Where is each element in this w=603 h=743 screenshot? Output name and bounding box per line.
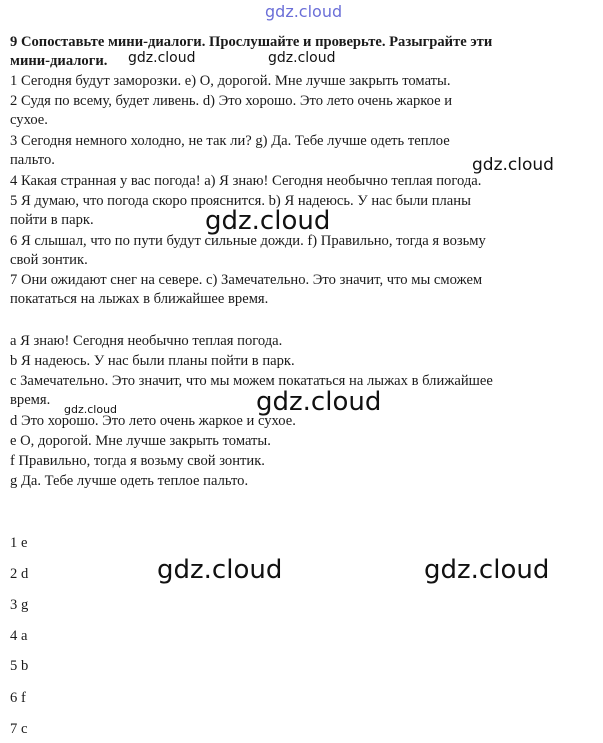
response-item: f Правильно, тогда я возьму свой зонтик. [10, 453, 265, 469]
dialogue-line: 3 Сегодня немного холодно, не так ли? g) Да. Тебе лучше одеть теплое [10, 133, 450, 149]
dialogue-line: 4 Какая странная у вас погода! a) Я знаю! Сегодня необычно теплая погода. [10, 173, 482, 189]
response-item: b Я надеюсь. У нас были планы пойти в парк. [10, 353, 295, 369]
watermark: gdz.cloud [268, 50, 336, 66]
watermark: gdz.cloud [205, 206, 331, 236]
watermark: gdz.cloud [424, 555, 550, 585]
watermark: gdz.cloud [256, 387, 382, 417]
answer-item: 4 a [10, 628, 28, 644]
dialogue-line: свой зонтик. [10, 252, 88, 268]
response-item: c Замечательно. Это значит, что мы можем покататься на лыжах в ближайшее [10, 373, 493, 389]
answer-item: 6 f [10, 690, 26, 706]
watermark: gdz.cloud [64, 403, 118, 416]
response-item: a Я знаю! Сегодня необычно теплая погода. [10, 333, 283, 349]
dialogue-line: 1 Сегодня будут заморозки. e) О, дорогой. Мне лучше закрыть томаты. [10, 73, 451, 89]
dialogue-line: покататься на лыжах в ближайшее время. [10, 291, 269, 307]
dialogue-line: 2 Судя по всему, будет ливень. d) Это хорошо. Это лето очень жаркое и [10, 93, 453, 109]
response-item: время. [10, 392, 51, 408]
dialogue-line: пальто. [10, 152, 55, 168]
task-title-cont: мини-диалоги. [10, 53, 108, 69]
watermark: gdz.cloud [128, 50, 196, 66]
response-item: e О, дорогой. Мне лучше закрыть томаты. [10, 433, 271, 449]
dialogue-line: 7 Они ожидают снег на севере. c) Замечательно. Это значит, что мы сможем [10, 272, 483, 288]
answer-item: 5 b [10, 658, 29, 674]
watermark: gdz.cloud [472, 155, 554, 175]
dialogue-line: 5 Я думаю, что погода скоро прояснится. b) Я надеюсь. У нас были планы [10, 193, 471, 209]
task-title: 9 Сопоставьте мини-диалоги. Прослушайте и проверьте. Разыграйте эти [10, 34, 493, 50]
response-item: d Это хорошо. Это лето очень жаркое и сухое. [10, 413, 296, 429]
answer-item: 2 d [10, 566, 29, 582]
dialogue-line: 6 Я слышал, что по пути будут сильные дожди. f) Правильно, тогда я возьму [10, 233, 486, 249]
answer-item: 1 e [10, 535, 28, 551]
watermark-top: gdz.cloud [265, 2, 343, 21]
response-item: g Да. Тебе лучше одеть теплое пальто. [10, 473, 249, 489]
watermark: gdz.cloud [157, 555, 283, 585]
answer-item: 7 c [10, 721, 28, 737]
dialogue-line: пойти в парк. [10, 212, 94, 228]
dialogue-line: сухое. [10, 112, 48, 128]
answer-item: 3 g [10, 597, 29, 613]
